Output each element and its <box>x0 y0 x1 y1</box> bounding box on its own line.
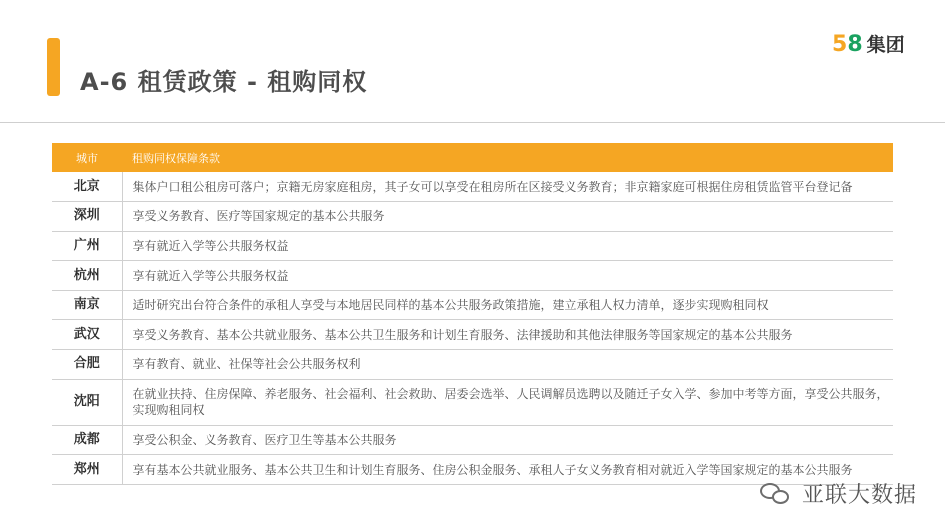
watermark <box>760 478 917 509</box>
table-row <box>52 425 893 455</box>
table-header-row <box>52 143 893 172</box>
cell-city: 武汉 <box>52 320 122 350</box>
cell-policy: 享有基本公共就业服务、基本公共卫生和计划生育服务、住房公积金服务、承租人子女义务教育相对就近入学等国家规定的基本公共服务 <box>122 455 893 485</box>
policy-table <box>52 143 893 485</box>
logo-digit-5: 5 <box>832 32 848 57</box>
column-header-city: 城市 <box>52 143 122 172</box>
table-row <box>52 379 893 425</box>
cell-policy: 适时研究出台符合条件的承租人享受与本地居民同样的基本公共服务政策措施，建立承租人权力清单，逐步实现购租同权 <box>122 290 893 320</box>
watermark-text: 亚联大数据 <box>802 483 918 508</box>
cell-city: 南京 <box>52 290 122 320</box>
cell-city: 广州 <box>52 231 122 261</box>
table-row <box>52 290 893 320</box>
cell-city: 沈阳 <box>52 379 122 425</box>
wechat-icon <box>760 480 794 508</box>
logo-digit-8: 8 <box>847 32 863 57</box>
table-row <box>52 202 893 232</box>
table-row <box>52 261 893 291</box>
company-logo <box>832 30 905 57</box>
cell-city: 深圳 <box>52 202 122 232</box>
table-row <box>52 231 893 261</box>
cell-policy: 享受义务教育、医疗等国家规定的基本公共服务 <box>122 202 893 232</box>
cell-policy: 享受义务教育、基本公共就业服务、基本公共卫生服务和计划生育服务、法律援助和其他法律服务等国家规定的基本公共服务 <box>122 320 893 350</box>
logo-group-text: 集团 <box>866 34 905 56</box>
cell-city: 杭州 <box>52 261 122 291</box>
column-header-policy: 租购同权保障条款 <box>122 143 893 172</box>
cell-city: 合肥 <box>52 350 122 380</box>
cell-policy: 集体户口租公租房可落户；京籍无房家庭租房，其子女可以享受在租房所在区接受义务教育；非京籍家庭可根据住房租赁监管平台登记备 <box>122 172 893 202</box>
cell-policy: 享受公积金、义务教育、医疗卫生等基本公共服务 <box>122 425 893 455</box>
title-accent-bar <box>47 38 60 96</box>
cell-policy: 享有就近入学等公共服务权益 <box>122 261 893 291</box>
cell-city: 成都 <box>52 425 122 455</box>
table-row <box>52 320 893 350</box>
header-divider <box>0 122 945 123</box>
page-title: A-6 租赁政策 - 租购同权 <box>80 68 368 96</box>
cell-policy: 享有教育、就业、社保等社会公共服务权利 <box>122 350 893 380</box>
cell-city: 郑州 <box>52 455 122 485</box>
cell-policy: 享有就近入学等公共服务权益 <box>122 231 893 261</box>
cell-city: 北京 <box>52 172 122 202</box>
table-row <box>52 350 893 380</box>
cell-policy: 在就业扶持、住房保障、养老服务、社会福利、社会救助、居委会选举、人民调解员选聘以及随迁子女入学、参加中考等方面，享受公共服务，实现购租同权 <box>122 379 893 425</box>
table-row <box>52 172 893 202</box>
